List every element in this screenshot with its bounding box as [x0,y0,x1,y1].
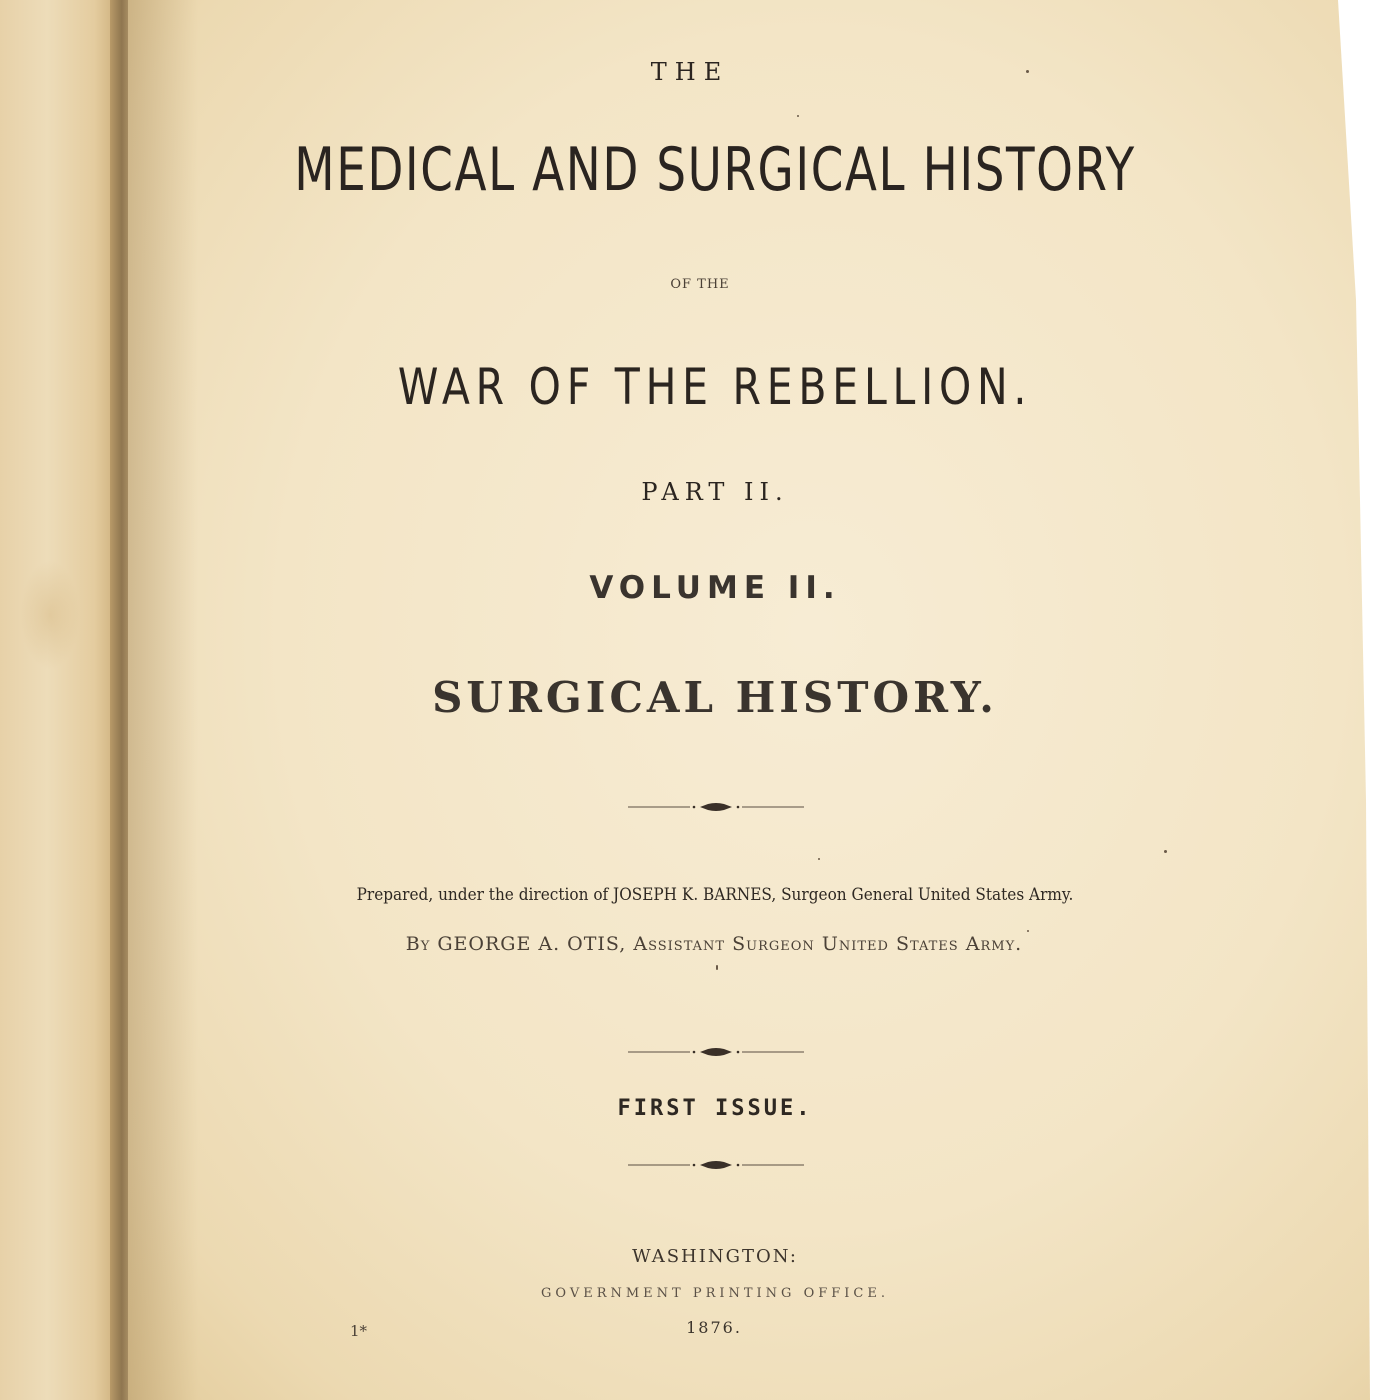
paper-speck [1027,930,1029,932]
signature-mark: 1* [350,1322,368,1340]
paper-speck [716,965,718,970]
ornament-divider-2 [628,1045,804,1059]
paper-speck [797,115,799,117]
war-title: WAR OF THE REBELLION. [397,358,1033,416]
imprint-publisher: GOVERNMENT PRINTING OFFICE. [541,1286,889,1301]
volume-label: VOLUME II. [589,570,841,606]
imprint-place: WASHINGTON: [632,1246,798,1267]
subject-title: SURGICAL HISTORY. [432,673,998,722]
prepared-line: Prepared, under the direction of JOSEPH K. BARNES, Surgeon General United States Army. [356,885,1074,905]
author-line: By GEORGE A. OTIS, Assistant Surgeon United States Army. [405,933,1023,955]
title-the: THE [650,58,730,86]
paper-speck [1164,850,1167,853]
title-of-the: OF THE [670,277,730,292]
imprint-year: 1876. [686,1318,742,1337]
issue-label: FIRST ISSUE. [617,1096,813,1121]
paper-speck [818,858,820,860]
paper-speck [1026,70,1029,73]
main-title: MEDICAL AND SURGICAL HISTORY [294,135,1136,205]
part-label: PART II. [641,478,789,506]
ornament-divider-1 [628,800,804,814]
ornament-divider-3 [628,1158,804,1172]
